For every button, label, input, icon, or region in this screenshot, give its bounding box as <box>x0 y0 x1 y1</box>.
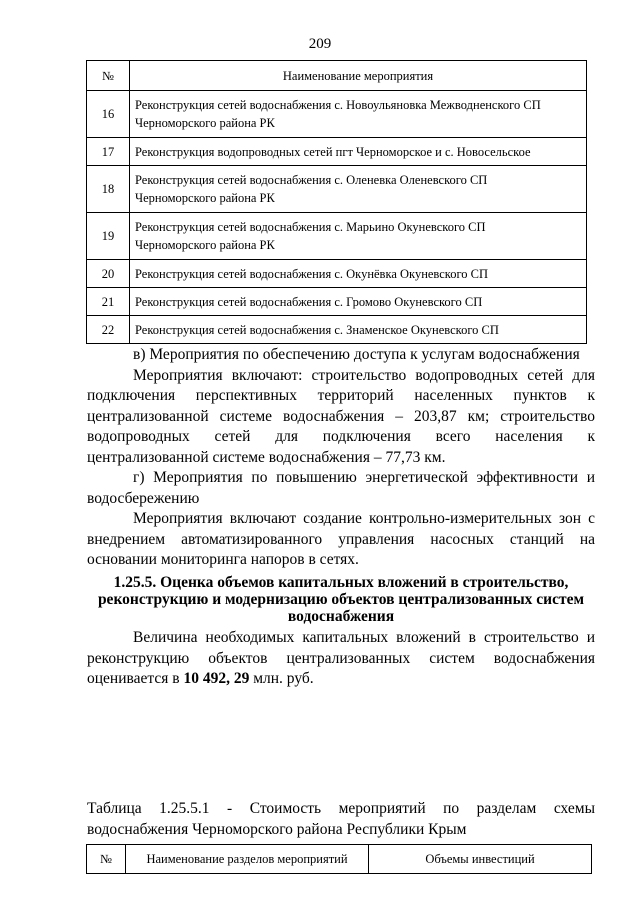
row-name: Реконструкция сетей водоснабжения с. Оленевка Оленевского СП Черноморского района РК <box>130 166 587 213</box>
page-number: 209 <box>308 36 332 52</box>
section-g-title: г) Мероприятия по повышению энергетической эффективности и водосбережению <box>87 469 595 507</box>
section-v-body: Мероприятия включают: строительство водопроводных сетей для подключения перспективных территорий населенных пунктов к централизованной системе водоснабжения – 203,87 км; строительство водопроводных сетей для подключения всего населения к централизованной системе водоснабжения – 77,73 км. <box>87 366 595 466</box>
col-header-number: № <box>87 61 130 91</box>
row-number: 22 <box>87 316 130 344</box>
row-name: Реконструкция водопроводных сетей пгт Черноморское и с. Новосельское <box>130 138 587 166</box>
row-number: 18 <box>87 166 130 213</box>
row-number: 19 <box>87 213 130 260</box>
col-header-number: № <box>87 845 126 874</box>
table-row <box>87 288 587 316</box>
table-row <box>87 166 587 213</box>
col-header-investments: Объемы инвестиций <box>369 845 592 874</box>
table2-caption: Таблица 1.25.5.1 - Стоимость мероприятий по разделам схемы водоснабжения Черноморского района Республики Крым <box>87 800 595 838</box>
table-row <box>87 138 587 166</box>
measures-table <box>86 60 587 344</box>
row-name: Реконструкция сетей водоснабжения с. Окунёвка Окуневского СП <box>130 260 587 288</box>
row-name: Реконструкция сетей водоснабжения с. Новоульяновка Межводненского СП Черноморского района РК <box>130 91 587 138</box>
investment-paragraph <box>87 628 595 690</box>
investments-table <box>86 844 592 874</box>
row-name: Реконструкция сетей водоснабжения с. Марьино Окуневского СП Черноморского района РК <box>130 213 587 260</box>
row-name: Реконструкция сетей водоснабжения с. Знаменское Окуневского СП <box>130 316 587 344</box>
table-row <box>87 260 587 288</box>
section-g-body: Мероприятия включают создание контрольно-измерительных зон с внедрением автоматизированного управления насосных станций на основании мониторинга напоров в сетях. <box>87 510 595 568</box>
row-name: Реконструкция сетей водоснабжения с. Громово Окуневского СП <box>130 288 587 316</box>
row-number: 16 <box>87 91 130 138</box>
table-row <box>87 91 587 138</box>
section-heading: 1.25.5. Оценка объемов капитальных вложений в строительство, реконструкцию и модернизацию объектов централизованных систем водоснабжения <box>97 574 585 625</box>
col-header-name: Наименование мероприятия <box>130 61 587 91</box>
investment-text-before: Величина необходимых капитальных вложений в строительство и реконструкцию объектов централизованных систем водоснабжения оценивается в <box>87 629 595 687</box>
table-header-row <box>87 845 592 874</box>
section-v-title: в) Мероприятия по обеспечению доступа к услугам водоснабжения <box>133 346 580 363</box>
col-header-sections: Наименование разделов мероприятий <box>126 845 369 874</box>
table-row <box>87 213 587 260</box>
investment-amount: 10 492, 29 <box>183 670 250 687</box>
row-number: 21 <box>87 288 130 316</box>
investment-text-after: млн. руб. <box>249 670 314 687</box>
row-number: 20 <box>87 260 130 288</box>
table-header-row <box>87 61 587 91</box>
table-row <box>87 316 587 344</box>
row-number: 17 <box>87 138 130 166</box>
section-v <box>87 345 595 571</box>
